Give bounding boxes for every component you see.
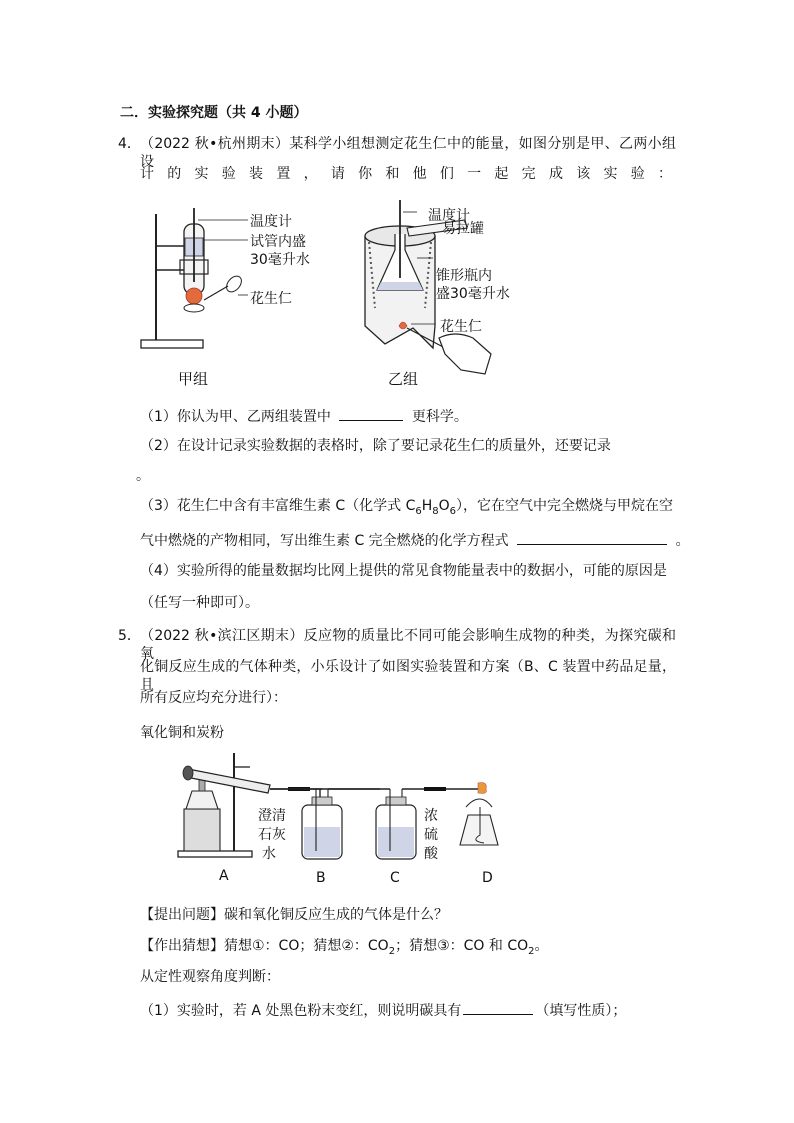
q5-part1-text: （1）实验时，若 A 处黑色粉末变红，则说明碳具有 <box>140 1003 462 1019</box>
q4-line1: （2022 秋•杭州期末）某科学小组想测定花生仁中的能量，如图分别是甲、乙两小组设 <box>140 136 676 170</box>
alcohol-lamp-d <box>460 815 498 845</box>
jia-label-peanut: 花生仁 <box>250 291 292 307</box>
q5-line3: 所有反应均充分进行）： <box>140 690 287 706</box>
jia-label-water: 30毫升水 <box>250 252 310 268</box>
q5-b-label-2: 石灰 <box>258 827 286 843</box>
q4-part3-post: ），它在空气中完全燃烧与甲烷在空 <box>456 498 674 514</box>
q4-part1-text: （1）你认为甲、乙两组装置中 <box>140 409 331 425</box>
q4-sub-1: 6 <box>415 505 422 517</box>
q5-hyp-end: 。 <box>534 938 549 954</box>
q5-number: 5． <box>118 628 141 644</box>
q5-line1: （2022 秋•滨江区期末）反应物的质量比不同可能会影响生成物的种类，为探究碳和氧 <box>140 628 676 662</box>
q4-part3-tail: 。 <box>675 533 690 549</box>
q4-mid-2: O <box>438 498 450 514</box>
q5-letter-b: B <box>316 870 326 886</box>
q4-part1-tail: 更科学。 <box>411 409 468 425</box>
q5-c-label-2: 硫 <box>424 827 438 843</box>
q4-part4-tail: （任写一种即可）。 <box>140 595 259 611</box>
q5-problem-text: 碳和氧化铜反应生成的气体是什么？ <box>224 907 448 923</box>
q4-part2-tail: 。 <box>136 468 150 484</box>
q5-hyp-tag: 【作出猜想】 <box>140 938 224 954</box>
jia-caption: 甲组 <box>178 370 209 388</box>
q4-part3-line2-text: 气中燃烧的产物相同，写出维生素 C 完全燃烧的化学方程式 <box>140 533 509 549</box>
q4-part3-blank[interactable] <box>517 530 667 545</box>
q5-part1 <box>140 1000 626 1020</box>
q5-hypothesis <box>140 937 549 955</box>
peanut-flame <box>186 288 202 304</box>
yi-label-peanut: 花生仁 <box>440 319 482 335</box>
q5-apparatus-figure <box>170 735 510 885</box>
q5-problem <box>140 906 448 924</box>
q4-line2: 计的实验装置，请你和他们一起完成该实验： <box>140 166 672 182</box>
q5-line2: 化铜反应生成的气体种类，小乐设计了如图实验装置和方案（B、C 装置中药品足量，且 <box>140 659 676 693</box>
q4-sub-2: 8 <box>432 505 439 517</box>
q5-letter-c: C <box>390 870 400 886</box>
yi-caption: 乙组 <box>388 370 419 388</box>
q5-hyp-sub: 2 <box>388 945 396 957</box>
q4-part3-pre: （3）花生仁中含有丰富维生素 C（化学式 C <box>140 498 416 514</box>
q4-part3-line1 <box>140 497 673 515</box>
q5-b-label-1: 澄清 <box>258 808 286 824</box>
q5-hyp-a: 猜想①：CO；猜想②：CO <box>224 938 389 954</box>
wood-block <box>184 809 220 851</box>
q5-c-label-1: 浓 <box>424 808 438 824</box>
jia-label-thermometer: 温度计 <box>250 214 292 230</box>
yi-label-thermometer: 温度计 <box>428 208 470 224</box>
q4-mid-1: H <box>421 498 433 514</box>
yi-label-flask: 锥形瓶内 <box>436 268 492 284</box>
alcohol-lamp-a <box>186 791 218 809</box>
q4-part1 <box>140 406 468 426</box>
q4-part2: （2）在设计记录实验数据的表格时，除了要记录花生仁的质量外，还要记录 <box>140 438 611 454</box>
q5-label-cuo-carbon: 氧化铜和炭粉 <box>140 725 224 741</box>
section-title: 二．实验探究题（共 4 小题） <box>120 105 308 121</box>
q5-qualitative: 从定性观察角度判断： <box>140 969 280 985</box>
q4-part4: （4）实验所得的能量数据均比网上提供的常见食物能量表中的数据小，可能的原因是 <box>140 563 667 579</box>
q5-hyp-b: ；猜想③：CO 和 CO <box>395 938 529 954</box>
q4-sub-3: 6 <box>449 505 457 517</box>
jia-label-tube: 试管内盛 <box>250 234 306 250</box>
q5-b-label-3: 水 <box>262 846 276 862</box>
hand <box>439 334 491 374</box>
q5-hyp-sub2: 2 <box>528 945 535 957</box>
q5-c-label-3: 酸 <box>424 846 438 862</box>
stand-base <box>141 340 203 348</box>
q4-part3-line2 <box>140 530 690 550</box>
yi-label-can: 易拉罐 <box>442 221 484 237</box>
q4-part1-blank[interactable] <box>339 406 403 421</box>
yi-label-flask-water: 盛30毫升水 <box>436 286 510 302</box>
q5-letter-a: A <box>219 868 229 884</box>
q5-part1-tail: （填写性质）； <box>535 1003 627 1019</box>
q5-letter-d: D <box>482 870 493 886</box>
q5-problem-tag: 【提出问题】 <box>140 907 224 923</box>
q4-number: 4． <box>118 136 141 152</box>
q5-part1-blank[interactable] <box>463 1000 533 1015</box>
